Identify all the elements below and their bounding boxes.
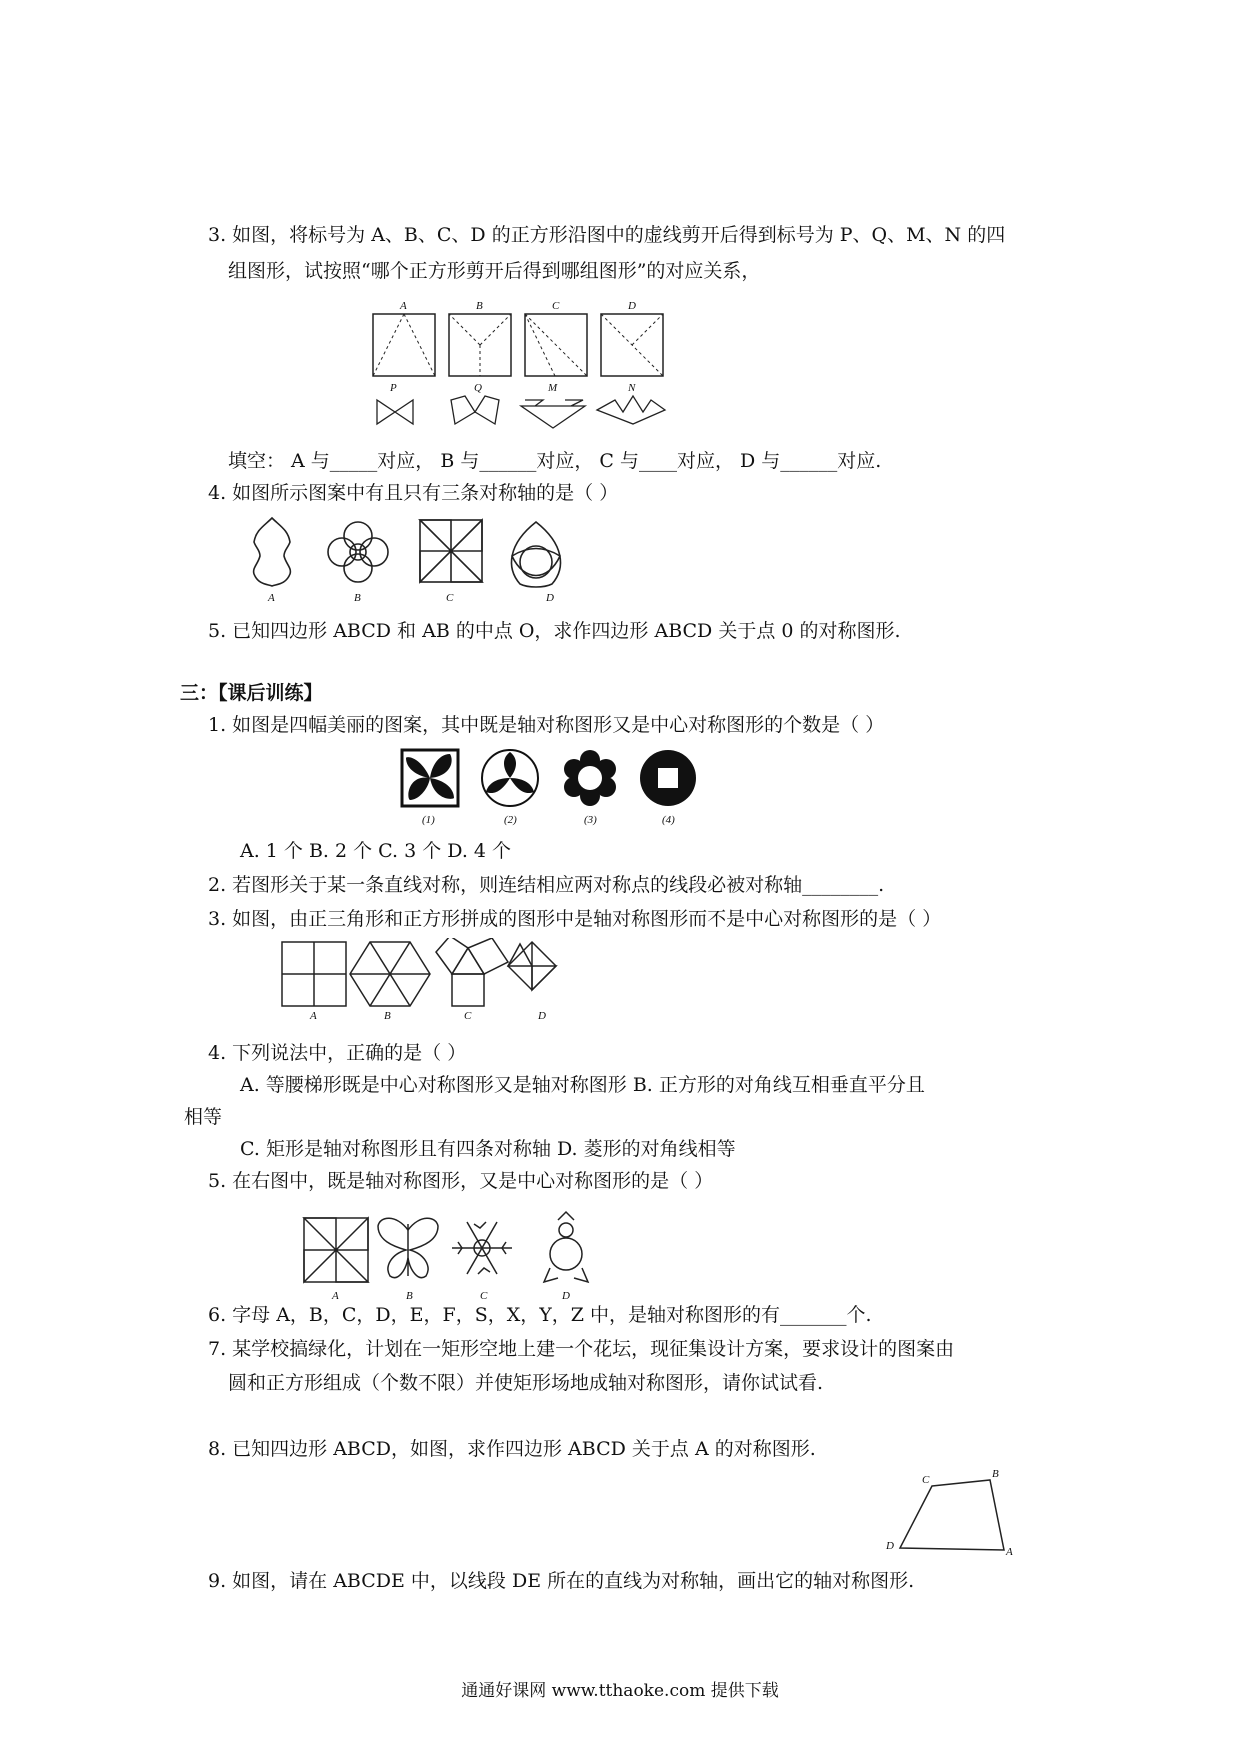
q3-line2: 组图形，试按照“哪个正方形剪开后得到哪组图形”的对应关系， — [228, 260, 761, 282]
q3-label-d: D — [628, 300, 636, 312]
p1-label-3: (3) — [584, 814, 597, 826]
q3-label-q: Q — [474, 382, 482, 394]
p4-option-a-b: A. 等腰梯形既是中心对称图形又是轴对称图形 B. 正方形的对角线互相垂直平分且 — [240, 1074, 925, 1096]
p1-label-4: (4) — [662, 814, 675, 826]
q3-label-p: P — [390, 382, 397, 394]
p8-text: 8. 已知四边形 ABCD，如图，求作四边形 ABCD 关于点 A 的对称图形. — [208, 1438, 816, 1460]
q3-label-m: M — [548, 382, 558, 394]
p8-label-b: B — [992, 1468, 999, 1480]
p7-line1: 7. 某学校搞绿化，计划在一矩形空地上建一个花坛，现征集设计方案，要求设计的图案由 — [208, 1338, 955, 1360]
p8-label-d: D — [886, 1540, 894, 1552]
p1-options: A. 1 个 B. 2 个 C. 3 个 D. 4 个 — [240, 840, 512, 862]
p3-text: 3. 如图，由正三角形和正方形拼成的图形中是轴对称图形而不是中心对称图形的是（ ） — [208, 908, 942, 930]
p4-text: 4. 下列说法中，正确的是（ ） — [208, 1042, 467, 1064]
p5-text: 5. 在右图中，既是轴对称图形，又是中心对称图形的是（ ） — [208, 1170, 714, 1192]
section-title: 三：【课后训练】 — [180, 682, 323, 704]
q4-label-c: C — [446, 592, 454, 604]
p5-label-a: A — [332, 1290, 339, 1302]
q3-label-n: N — [628, 382, 636, 394]
p2-text: 2. 若图形关于某一条直线对称，则连结相应两对称点的线段必被对称轴________. — [208, 874, 885, 896]
q3-label-b: B — [476, 300, 483, 312]
p5-label-b: B — [406, 1290, 413, 1302]
p6-text: 6. 字母 A，B，C，D，E，F，S，X，Y，Z 中，是轴对称图形的有_______个. — [208, 1304, 872, 1326]
p8-label-c: C — [922, 1474, 930, 1486]
q3-label-c: C — [552, 300, 560, 312]
p7-line2: 圆和正方形组成（个数不限）并使矩形场地成轴对称图形，请你试试看. — [228, 1372, 824, 1394]
p5-label-d: D — [562, 1290, 570, 1302]
p3-label-b: B — [384, 1010, 391, 1022]
p9-text: 9. 如图，请在 ABCDE 中，以线段 DE 所在的直线为对称轴，画出它的轴对称图形. — [208, 1570, 915, 1592]
p4-option-c-d: C. 矩形是轴对称图形且有四条对称轴 D. 菱形的对角线相等 — [240, 1138, 736, 1160]
p3-label-a: A — [310, 1010, 317, 1022]
p1-figure — [398, 746, 718, 812]
q4-label-d: D — [546, 592, 554, 604]
q4-figure — [240, 512, 600, 592]
p4-option-b-cont: 相等 — [184, 1106, 223, 1128]
p5-label-c: C — [480, 1290, 488, 1302]
q3-fill-blank: 填空： A 与_____对应， B 与______对应， C 与____对应， D 与______对应. — [228, 450, 882, 472]
p3-figure — [278, 938, 578, 1018]
p1-label-1: (1) — [422, 814, 435, 826]
q4-label-b: B — [354, 592, 361, 604]
q4-text: 4. 如图所示图案中有且只有三条对称轴的是（ ） — [208, 482, 619, 504]
page-footer: 通通好课网 www.tthaoke.com 提供下载 — [461, 1681, 779, 1701]
p1-label-2: (2) — [504, 814, 517, 826]
q5-text: 5. 已知四边形 ABCD 和 AB 的中点 O，求作四边形 ABCD 关于点 0 的对称图形. — [208, 620, 901, 642]
q4-label-a: A — [268, 592, 275, 604]
q3-line1: 3. 如图，将标号为 A、B、C、D 的正方形沿图中的虚线剪开后得到标号为 P、Q、M、N 的四 — [208, 224, 1006, 246]
q3-label-a: A — [400, 300, 407, 312]
p1-text: 1. 如图是四幅美丽的图案，其中既是轴对称图形又是中心对称图形的个数是（ ） — [208, 714, 885, 736]
p3-label-c: C — [464, 1010, 472, 1022]
p8-label-a: A — [1006, 1546, 1013, 1558]
p5-figure — [300, 1210, 590, 1290]
p8-quadrilateral — [880, 1470, 1020, 1570]
p3-label-d: D — [538, 1010, 546, 1022]
q3-figure — [365, 300, 685, 440]
